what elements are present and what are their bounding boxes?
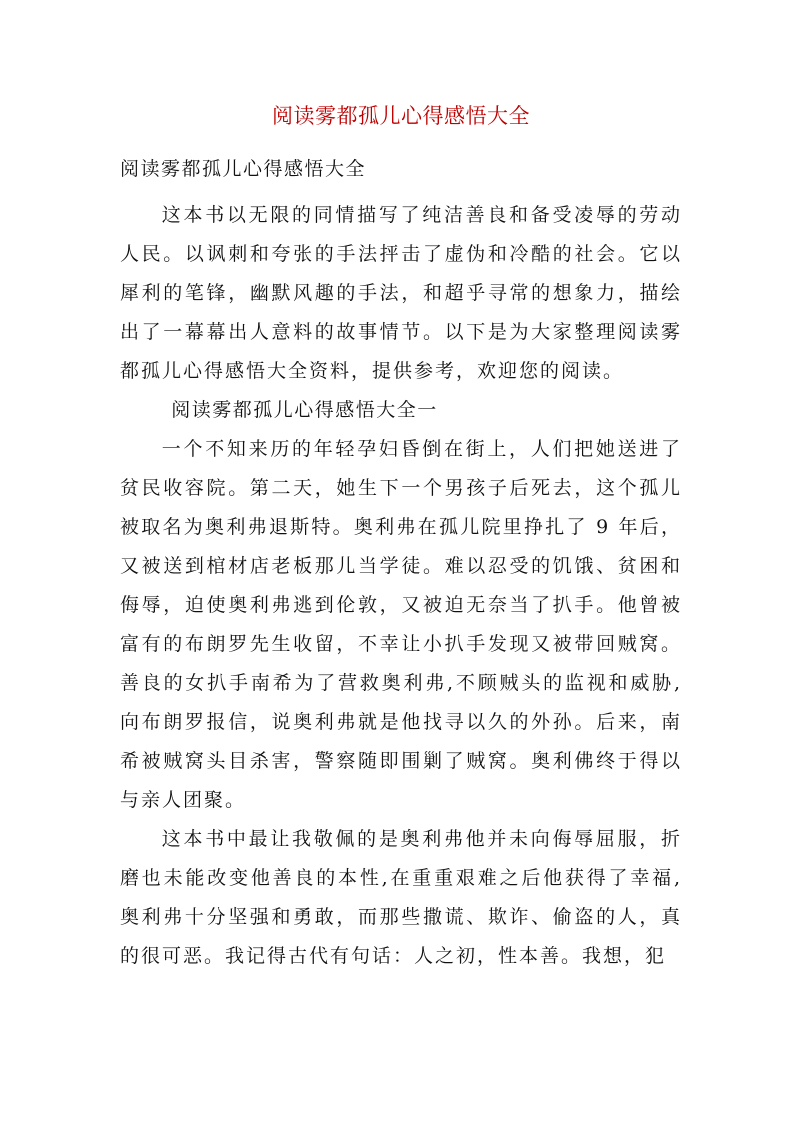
intro-paragraph: 这本书以无限的同情描写了纯洁善良和备受凌辱的劳动人民。以讽刺和夸张的手法抨击了虚伪和冷酷的社会。它以犀利的笔锋，幽默风趣的手法，和超乎寻常的想象力，描绘出了一幕幕出人意料的故事情节。以下是为大家整理阅读雾都孤儿心得感悟大全资料，提供参考，欢迎您的阅读。 (120, 204, 682, 382)
document-title: 阅读雾都孤儿心得感悟大全 (272, 104, 530, 128)
section-heading: 阅读雾都孤儿心得感悟大全一 (171, 399, 438, 421)
body-paragraph-2: 这本书中最让我敬佩的是奥利弗他并未向侮辱屈服，折磨也未能改变他善良的本性,在重重艰难之后他获得了幸福,奥利弗十分坚强和勇敢，而那些撒谎、欺诈、偷盗的人，真的很可恶。我记得古代有句话：人之初，性本善。我想，犯 (120, 828, 682, 967)
document-subtitle: 阅读雾都孤儿心得感悟大全 (120, 158, 367, 180)
body-paragraph-1: 一个不知来历的年轻孕妇昏倒在街上，人们把她送进了贫民收容院。第二天，她生下一个男孩子后死去，这个孤儿被取名为奥利弗退斯特。奥利弗在孤儿院里挣扎了 9 年后，又被送到棺材店老板那儿当学徒。难以忍受的饥饿、贫困和侮辱，迫使奥利弗逃到伦敦，又被迫无奈当了扒手。他曾被富有的布朗罗先生收留，不幸让小扒手发现又被带回贼窝。善良的女扒手南希为了营救奥利弗,不顾贼头的监视和威胁,向布朗罗报信，说奥利弗就是他找寻以久的外孙。后来，南希被贼窝头目杀害，警察随即围剿了贼窝。奥利佛终于得以与亲人团聚。 (120, 438, 682, 811)
